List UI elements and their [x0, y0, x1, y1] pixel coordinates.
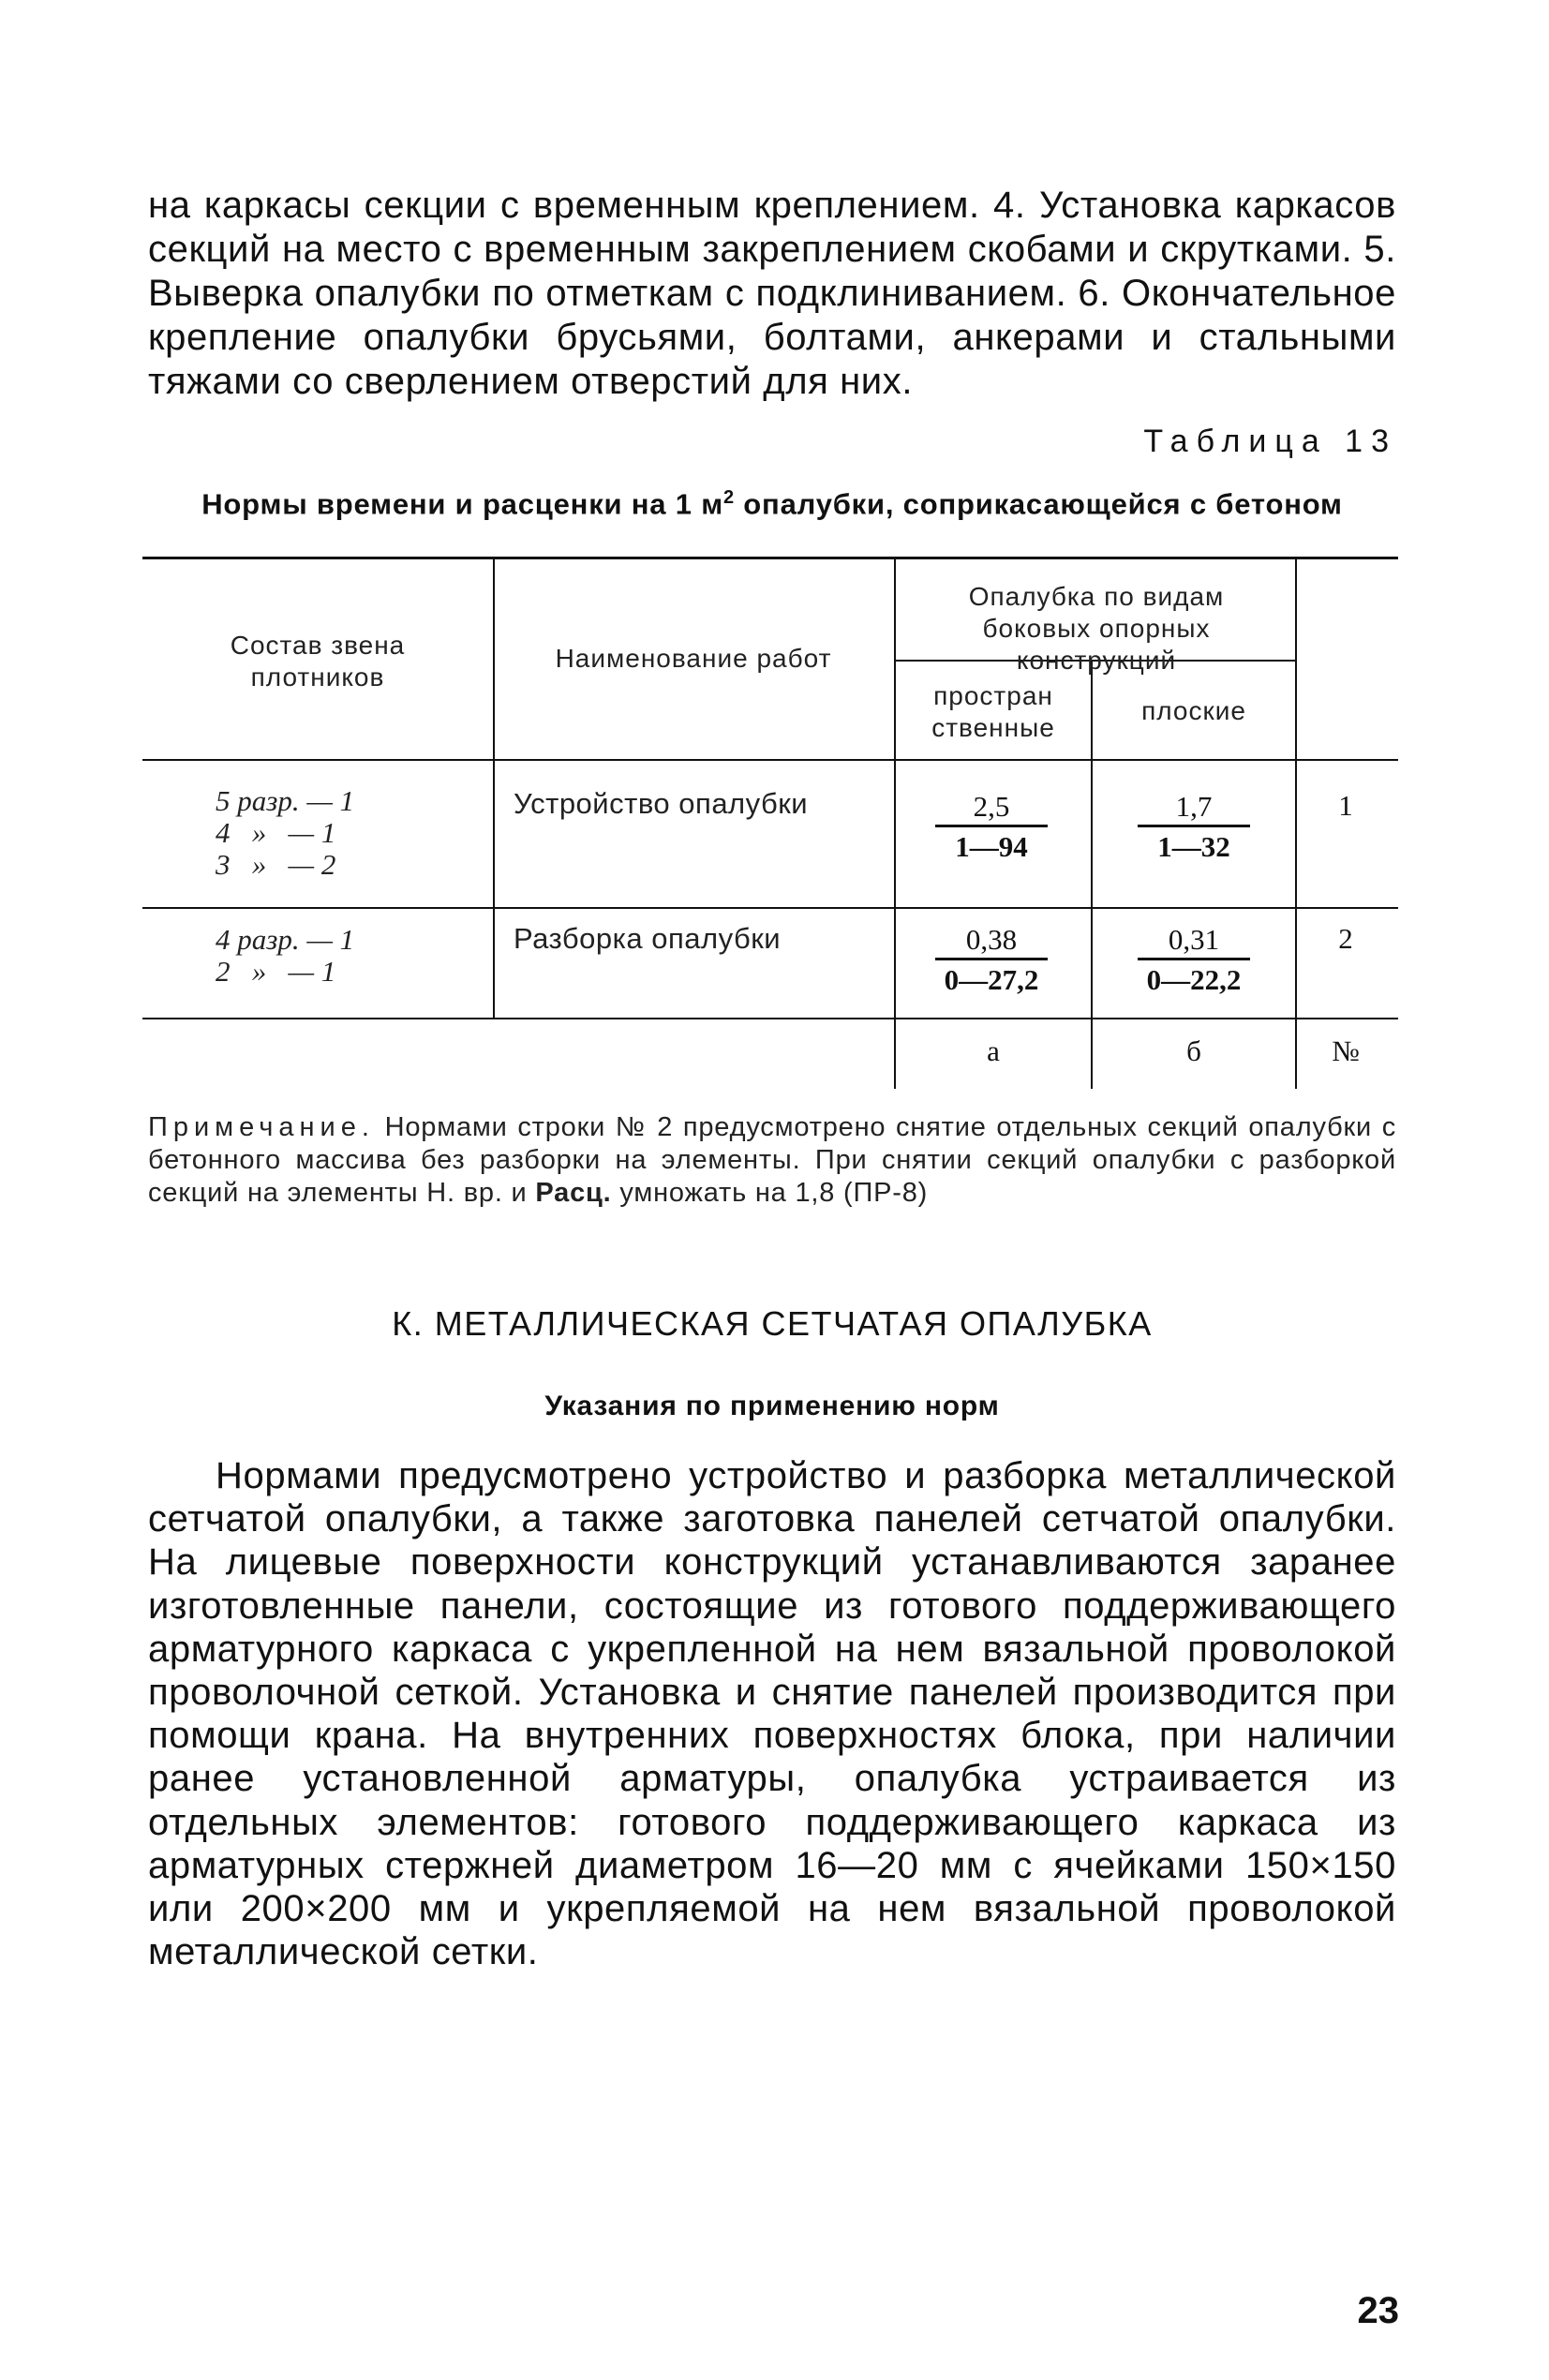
table-title-rest: опалубки, соприкасающейся с бетоном: [734, 487, 1343, 521]
row1-flat-time: 1,7: [1138, 789, 1250, 827]
table-label: Таблица 13: [1143, 424, 1397, 459]
note-text: Нормами строки № 2 предусмотрено снятие отдельных секций опалубки с бетонного массива без разборки на элементы. При снятии секций опалубки с разборкой секций на элементы Н. вр. и: [148, 1112, 1396, 1208]
row1-crew: 5 разр. — 1 4 » — 1 3 » — 2: [216, 784, 355, 881]
row2-flat-price: 0—22,2: [1146, 963, 1242, 996]
page-number: 23: [1357, 2290, 1399, 2331]
row2-work: Разборка опалубки: [514, 922, 782, 955]
section-heading: К. МЕТАЛЛИЧЕСКАЯ СЕТЧАТАЯ ОПАЛУБКА: [392, 1304, 1153, 1343]
row2-flat-norm: [1138, 922, 1250, 998]
header-flat: плоские: [1141, 696, 1246, 725]
row2-spatial-time: 0,38: [935, 922, 1048, 960]
row2-spatial-price: 0—27,2: [944, 963, 1039, 996]
note-lead: Примечание.: [148, 1112, 375, 1142]
col-divider-b-num: [1295, 557, 1297, 1089]
row2-crew: 4 разр. — 1 2 » — 1: [216, 923, 355, 988]
col-divider-work-a: [894, 557, 896, 1089]
row1-flat-norm: [1138, 789, 1250, 865]
note-text-end: умножать на 1,8 (ПР-8): [611, 1178, 929, 1208]
row1-spatial-price: 1—94: [955, 830, 1028, 863]
row1-spatial-time: 2,5: [935, 789, 1048, 827]
header-work: Наименование работ: [555, 644, 832, 673]
col-divider-crew-work: [493, 557, 495, 1018]
row-separator-rule: [142, 907, 1398, 909]
header-formwork-group: Опалубка по видам боковых опорных конструкций: [968, 582, 1225, 675]
table-title: [148, 487, 1396, 521]
table-title-main: Нормы времени и расценки на 1 м: [201, 487, 723, 521]
column-letter-b: б: [1186, 1034, 1201, 1067]
norms-table: [142, 557, 1398, 1089]
header-bottom-rule: [142, 759, 1398, 761]
row1-spatial-norm: [935, 789, 1048, 865]
header-crew: Состав звена плотников: [230, 631, 406, 692]
main-paragraph: Нормами предусмотрено устройство и разборка металлической сетчатой опалубки, а также заготовка панелей сетчатой опалубки. На лицевые поверхности конструкций устанавливаются заранее изготовленные панели, состоящие из готового поддерживающего арматурного каркаса с укрепленной на нем вязальной проволокой проволочной сеткой. Установка и снятие панелей производится при помощи крана. На внутренних поверхностях блока, при наличии ранее установленной арматуры, опалубка устраивается из отдельных элементов: готового поддерживающего каркаса из арматурных стержней диаметром 16—20 мм с ячейками 150×150 или 200×200 мм и укрепляемой на нем вязальной проволокой металлической сетки.: [148, 1455, 1396, 1973]
sub-heading: Указания по применению норм: [544, 1391, 1000, 1421]
row1-number: 1: [1338, 789, 1353, 822]
row2-number: 2: [1338, 922, 1353, 955]
row2-flat-time: 0,31: [1138, 922, 1250, 960]
header-spatial: пространственные: [931, 681, 1055, 742]
intro-paragraph: на каркасы секции с временным креплением. 4. Установка каркасов секций на место с временным закреплением скобами и скрутками. 5. Выверка опалубки по отметкам с подклиниванием. 6. Окончательное крепление опалубки брусьями, болтами, анкерами и стальными тяжами со сверлением отверстий для них.: [148, 185, 1396, 402]
table-note: [148, 1111, 1396, 1210]
column-letter-a: а: [987, 1034, 1000, 1067]
table-top-rule: [142, 557, 1398, 559]
column-number-sign: №: [1332, 1034, 1360, 1067]
row1-flat-price: 1—32: [1157, 830, 1230, 863]
row2-spatial-norm: [935, 922, 1048, 998]
note-bold-term: Расц.: [535, 1178, 612, 1208]
row1-work: Устройство опалубки: [514, 787, 809, 820]
body-bottom-rule: [142, 1018, 1398, 1019]
table-title-superscript: 2: [722, 487, 735, 508]
